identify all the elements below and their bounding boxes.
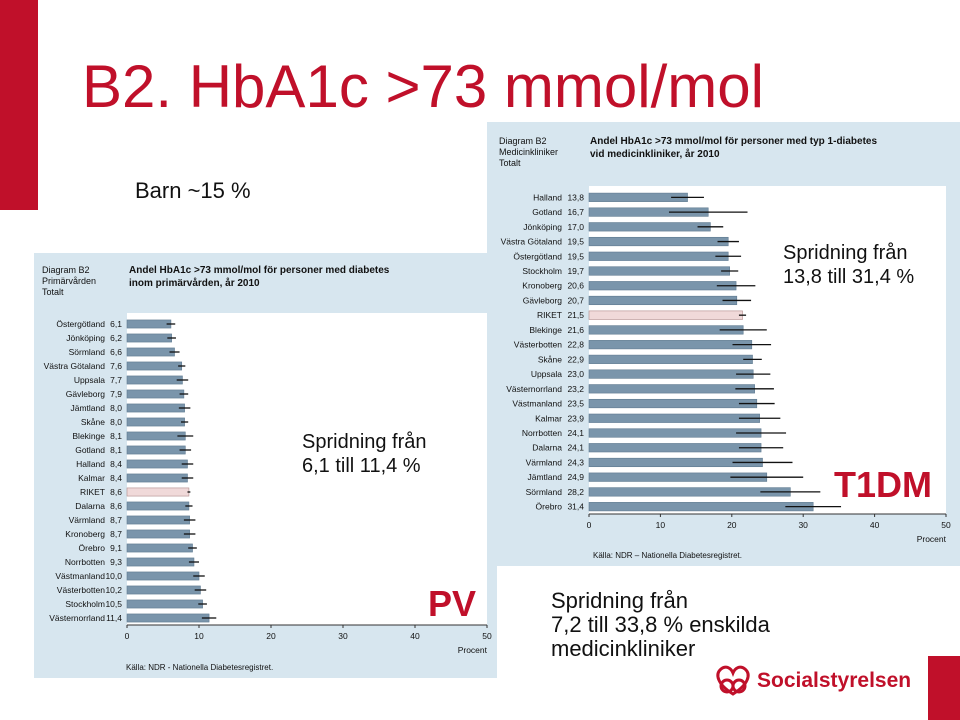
t1-x-tick-label: 30: [798, 520, 808, 530]
pv-bar: [127, 390, 184, 398]
t1-value-label: 24,3: [567, 457, 584, 468]
t1-value-label: 22,8: [567, 339, 584, 350]
t1-bar: [589, 252, 728, 261]
pv-x-tick-label: 40: [410, 631, 420, 641]
pv-bar: [127, 572, 199, 580]
t1-category-label: Dalarna: [532, 442, 562, 453]
pv-tag: PV: [428, 583, 477, 624]
pv-bar: [127, 418, 185, 426]
t1-value-label: 23,9: [567, 413, 584, 424]
t1-category-label: Jämtland: [527, 472, 562, 483]
t1-bar: [589, 502, 813, 511]
t1-category-label: Gotland: [532, 207, 562, 218]
pv-bar: [127, 516, 190, 524]
pv-category-label: Jämtland: [70, 403, 105, 413]
pv-value-label: 9,3: [110, 557, 122, 567]
t1-category-label: Uppsala: [530, 369, 562, 380]
pv-category-label: Uppsala: [73, 375, 105, 385]
t1-bar: [589, 399, 757, 408]
t1-category-label: Jönköping: [523, 221, 562, 232]
pv-diagram-label: Diagram B2: [42, 265, 90, 275]
t1-value-label: 23,2: [567, 383, 584, 394]
clinic-spread-line-1: Spridning från: [551, 588, 688, 613]
t1-value-label: 19,7: [567, 266, 584, 276]
pv-spread-line-2: 6,1 till 11,4 %: [302, 455, 421, 477]
pv-bar: [127, 530, 190, 538]
pv-category-label: Värmland: [68, 515, 105, 525]
pv-value-label: 8,7: [110, 515, 122, 525]
t1-category-label: Stockholm: [522, 266, 562, 276]
t1-value-label: 31,4: [567, 501, 584, 512]
t1-category-label: Östergötland: [513, 251, 562, 262]
pv-category-label: Västmanland: [55, 571, 105, 581]
pv-x-tick-label: 10: [194, 631, 204, 641]
pv-category-label: Norrbotten: [64, 557, 105, 567]
t1-value-label: 19,5: [567, 236, 584, 247]
pv-bar: [127, 600, 203, 608]
t1-spread-line-2: 13,8 till 31,4 %: [783, 266, 915, 288]
pv-category-label: Sörmland: [68, 347, 105, 357]
pv-diagram-label: Primärvården: [42, 276, 97, 286]
t1-diagram-label: Medicinkliniker: [499, 147, 559, 157]
pv-category-label: Örebro: [78, 543, 105, 553]
pv-value-label: 8,1: [110, 431, 122, 441]
t1-bar: [589, 237, 728, 246]
pv-bar: [127, 586, 200, 594]
t1-bar: [589, 370, 753, 379]
t1-category-label: Västra Götaland: [500, 236, 562, 247]
pv-category-label: Östergötland: [56, 319, 105, 329]
t1-x-tick-label: 50: [941, 520, 951, 530]
pv-value-label: 7,6: [110, 361, 122, 371]
t1-x-tick-label: 0: [586, 520, 592, 530]
t1-bar: [589, 385, 755, 394]
t1-spread-note: [783, 241, 914, 289]
t1-category-label: Kalmar: [535, 413, 562, 424]
pv-category-label: Kalmar: [78, 473, 105, 483]
clinic-spread-note: [551, 589, 770, 661]
socialstyrelsen-logo: [713, 664, 911, 698]
t1-bar: [589, 296, 737, 305]
t1-category-label: Skåne: [537, 354, 562, 365]
logo-mark-icon: [713, 664, 753, 698]
pv-category-label: Stockholm: [65, 599, 105, 609]
t1-value-label: 28,2: [567, 486, 584, 497]
pv-value-label: 8,1: [110, 445, 122, 455]
pv-title: inom primärvården, år 2010: [129, 278, 260, 289]
t1-value-label: 17,0: [567, 221, 584, 232]
pv-x-tick-label: 20: [266, 631, 276, 641]
t1-x-tick-label: 20: [727, 520, 737, 530]
pv-category-label: Västerbotten: [56, 585, 105, 595]
pv-value-label: 8,0: [110, 403, 122, 413]
pv-x-tick-label: 0: [124, 631, 130, 641]
t1-category-label: Västerbotten: [513, 339, 562, 350]
t1-value-label: 19,5: [567, 251, 584, 262]
t1-category-label: Värmland: [525, 457, 562, 468]
pv-value-label: 6,1: [110, 319, 122, 329]
t1-value-label: 23,5: [567, 398, 584, 409]
t1-value-label: 16,7: [567, 207, 584, 218]
t1-value-label: 22,9: [567, 354, 584, 365]
t1-category-label: Gävleborg: [522, 295, 562, 306]
t1-source: Källa: NDR – Nationella Diabetesregistret.: [593, 551, 742, 560]
pv-value-label: 10,0: [105, 571, 122, 581]
pv-category-label: RIKET: [79, 487, 105, 497]
pv-value-label: 11,4: [106, 613, 122, 623]
pv-bar: [127, 404, 185, 412]
t1-bar: [589, 488, 790, 497]
pv-bar: [127, 320, 171, 328]
pv-category-label: Blekinge: [72, 431, 105, 441]
pv-category-label: Dalarna: [75, 501, 105, 511]
pv-spread-line-1: Spridning från: [302, 431, 427, 453]
pv-category-label: Jönköping: [66, 333, 105, 343]
pv-diagram-label: Totalt: [42, 287, 64, 297]
pv-category-label: Gävleborg: [65, 389, 105, 399]
t1-spread-line-1: Spridning från: [783, 242, 908, 264]
t1-title: vid medicinkliniker, år 2010: [590, 149, 720, 160]
pv-spread-note: [302, 430, 427, 478]
pv-value-label: 8,4: [110, 473, 122, 483]
pv-value-label: 6,2: [110, 333, 122, 343]
pv-value-label: 8,0: [110, 417, 122, 427]
pv-x-tick-label: 50: [482, 631, 492, 641]
pv-category-label: Västernorrland: [49, 613, 105, 623]
pv-value-label: 8,7: [110, 529, 122, 539]
t1-category-label: Halland: [533, 192, 562, 203]
t1-value-label: 21,5: [567, 310, 584, 321]
t1-value-label: 21,6: [567, 324, 584, 335]
pv-title: Andel HbA1c >73 mmol/mol för personer med diabetes: [129, 265, 390, 276]
pv-x-tick-label: 30: [338, 631, 348, 641]
t1-category-label: RIKET: [536, 310, 562, 321]
pv-bar: [127, 446, 185, 454]
t1-value-label: 24,1: [567, 428, 584, 438]
t1-bar-riket: [589, 311, 743, 320]
t1-diagram-label: Diagram B2: [499, 136, 547, 146]
pv-bar: [127, 474, 187, 482]
clinic-spread-line-3: medicinkliniker: [551, 636, 696, 661]
pv-value-label: 9,1: [110, 543, 122, 553]
t1-bar: [589, 443, 761, 452]
t1-category-label: Västernorrland: [506, 383, 562, 394]
pv-bar: [127, 376, 182, 384]
t1-bar: [589, 355, 753, 364]
pv-x-axis-label: Procent: [457, 645, 487, 655]
t1-bar: [589, 223, 710, 232]
pv-category-label: Västra Götaland: [43, 361, 105, 371]
t1dm-tag: T1DM: [834, 464, 932, 505]
pv-value-label: 10,2: [105, 585, 122, 595]
slide-title: B2. HbA1c >73 mmol/mol: [82, 53, 764, 120]
pv-value-label: 8,6: [110, 501, 122, 511]
accent-bar-top: [0, 0, 38, 210]
logo-text: Socialstyrelsen: [757, 669, 912, 692]
pv-bar: [127, 558, 194, 566]
t1-diagram-label: Totalt: [499, 158, 521, 168]
pv-bar-riket: [127, 488, 189, 496]
pv-category-label: Kronoberg: [65, 529, 105, 539]
t1-x-axis-label: Procent: [916, 534, 946, 544]
t1-value-label: 23,0: [567, 369, 584, 380]
t1-category-label: Kronoberg: [522, 280, 562, 291]
t1-title: Andel HbA1c >73 mmol/mol för personer med typ 1-diabetes: [590, 136, 878, 147]
t1-value-label: 13,8: [567, 192, 584, 203]
t1-value-label: 20,6: [567, 280, 584, 291]
pv-value-label: 7,7: [110, 375, 122, 385]
pv-bar: [127, 544, 193, 552]
t1-x-tick-label: 40: [869, 520, 880, 530]
t1-x-tick-label: 10: [655, 520, 666, 530]
pv-bar: [127, 614, 209, 622]
pv-source: Källa: NDR - Nationella Diabetesregistret.: [126, 663, 274, 672]
pv-category-label: Gotland: [75, 445, 105, 455]
clinic-spread-line-2: 7,2 till 33,8 % enskilda: [551, 612, 770, 637]
pv-bar: [127, 362, 182, 370]
pv-bar: [127, 460, 187, 468]
pv-value-label: 8,4: [110, 459, 122, 469]
t1-bar: [589, 281, 736, 290]
t1-category-label: Örebro: [535, 501, 562, 512]
t1-value-label: 24,1: [567, 442, 584, 453]
pv-bar: [127, 432, 185, 440]
t1-category-label: Norrbotten: [521, 428, 562, 438]
t1-bar: [589, 414, 760, 423]
pv-value-label: 8,6: [110, 487, 122, 497]
t1-bar: [589, 340, 752, 349]
t1-bar: [589, 429, 761, 438]
pv-bar: [127, 334, 172, 342]
pv-category-label: Halland: [76, 459, 105, 469]
pv-bar: [127, 348, 175, 356]
t1-category-label: Västmanland: [512, 398, 562, 409]
t1-value-label: 20,7: [567, 295, 584, 306]
t1-category-label: Sörmland: [525, 486, 562, 497]
pv-value-label: 6,6: [110, 347, 122, 357]
pv-category-label: Skåne: [80, 417, 105, 427]
t1-bar: [589, 267, 730, 276]
pv-bar: [127, 502, 189, 510]
accent-bar-bottom: [928, 656, 960, 720]
t1-value-label: 24,9: [567, 472, 584, 483]
t1-category-label: Blekinge: [529, 324, 562, 335]
kids-note: Barn ~15 %: [135, 178, 251, 203]
pv-value-label: 7,9: [110, 389, 122, 399]
pv-value-label: 10,5: [105, 599, 122, 609]
